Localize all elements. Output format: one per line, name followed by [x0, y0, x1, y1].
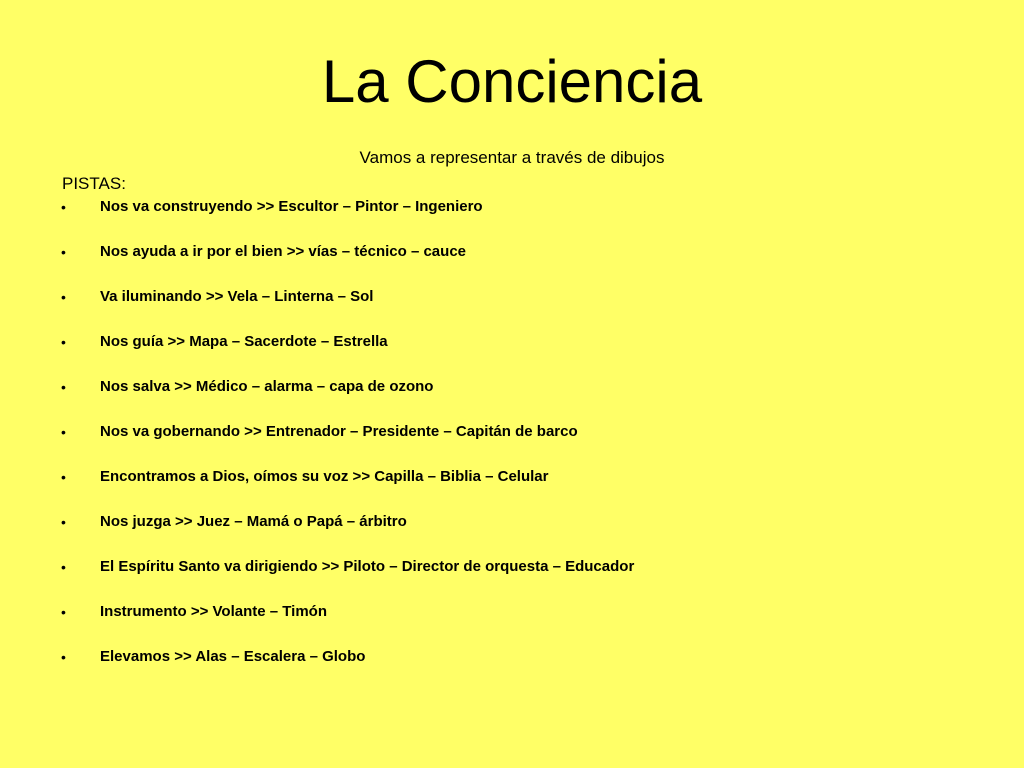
- bullet-icon: •: [61, 424, 66, 440]
- clues-label: PISTAS:: [62, 174, 126, 193]
- bullet-icon: •: [61, 289, 66, 305]
- bullet-icon: •: [61, 379, 66, 395]
- bullet-icon: •: [61, 334, 66, 350]
- bullet-icon: •: [61, 244, 66, 260]
- list-item-text: El Espíritu Santo va dirigiendo >> Piloto – Director de orquesta – Educador: [100, 558, 635, 575]
- list-item-text: Nos va construyendo >> Escultor – Pintor – Ingeniero: [100, 198, 483, 215]
- list-item-text: Elevamos >> Alas – Escalera – Globo: [100, 648, 366, 665]
- list-item-text: Instrumento >> Volante – Timón: [100, 603, 327, 620]
- list-item-text: Encontramos a Dios, oímos su voz >> Capilla – Biblia – Celular: [100, 468, 549, 485]
- bullet-icon: •: [61, 559, 66, 575]
- bullet-icon: •: [61, 514, 66, 530]
- list-item-text: Nos va gobernando >> Entrenador – Presidente – Capitán de barco: [100, 423, 578, 440]
- list-item-text: Nos guía >> Mapa – Sacerdote – Estrella: [100, 333, 388, 350]
- bullet-icon: •: [61, 469, 66, 485]
- list-item-text: Nos ayuda a ir por el bien >> vías – técnico – cauce: [100, 243, 466, 260]
- slide-title: La Conciencia: [321, 48, 703, 115]
- list-item-text: Nos salva >> Médico – alarma – capa de ozono: [100, 378, 434, 395]
- slide-subtitle: Vamos a representar a través de dibujos: [359, 148, 665, 167]
- bullet-icon: •: [61, 199, 66, 215]
- list-item-text: Va iluminando >> Vela – Linterna – Sol: [100, 288, 374, 305]
- bullet-icon: •: [61, 649, 66, 665]
- list-item-text: Nos juzga >> Juez – Mamá o Papá – árbitro: [100, 513, 407, 530]
- bullet-icon: •: [61, 604, 66, 620]
